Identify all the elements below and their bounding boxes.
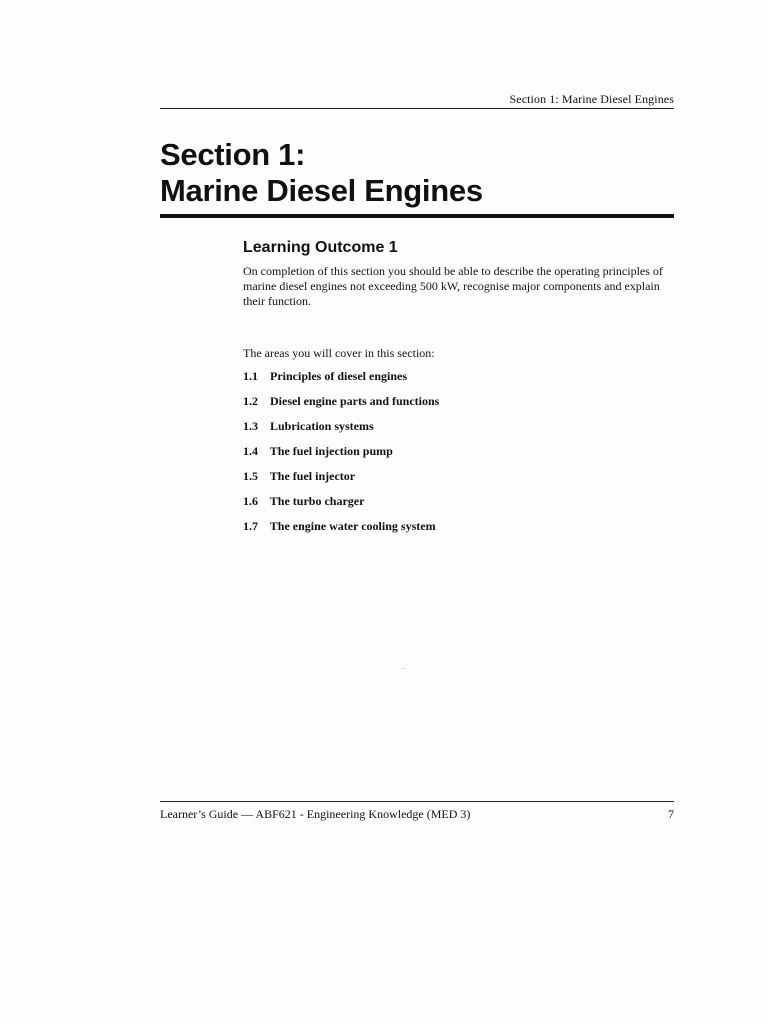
topic-item <box>243 419 674 444</box>
topic-label: The fuel injector <box>269 469 356 483</box>
topic-item <box>243 444 674 469</box>
topic-item <box>243 394 674 419</box>
topic-label: The turbo charger <box>269 494 365 508</box>
section-content <box>243 238 674 544</box>
topic-label: Principles of diesel engines <box>270 369 407 383</box>
topic-item <box>243 369 674 394</box>
topic-number: 1.3 <box>243 419 258 433</box>
topic-number: 1.2 <box>243 394 258 408</box>
footer-rule <box>160 801 674 802</box>
topic-item <box>243 469 674 494</box>
page-number: 7 <box>668 807 674 821</box>
topic-number: 1.7 <box>243 519 258 533</box>
section-title-line-1: Section 1: <box>160 137 306 172</box>
learning-outcome-text: On completion of this section you should be able to describe the operating principles of marine diesel engines not exceeding 500 kW, recognise major components and explain their function. <box>243 264 663 308</box>
topic-list <box>243 369 674 544</box>
topic-label: The fuel injection pump <box>269 444 393 458</box>
topic-label: Lubrication systems <box>270 419 374 433</box>
topic-number: 1.5 <box>243 469 258 483</box>
topic-item <box>243 494 674 519</box>
scan-artifact-mark: .. <box>401 662 405 671</box>
title-rule <box>160 214 674 218</box>
topic-number: 1.6 <box>243 494 258 508</box>
topic-label: The engine water cooling system <box>269 519 436 533</box>
topic-item <box>243 519 674 544</box>
topic-label: Diesel engine parts and functions <box>270 394 440 408</box>
areas-intro: The areas you will cover in this section: <box>243 346 435 360</box>
header-rule <box>160 108 674 109</box>
section-title <box>160 137 483 209</box>
learning-outcome-heading: Learning Outcome 1 <box>243 239 398 256</box>
running-header: Section 1: Marine Diesel Engines <box>509 92 674 106</box>
topic-number: 1.1 <box>243 369 258 383</box>
footer-text: Learner’s Guide — ABF621 - Engineering Knowledge (MED 3) <box>160 807 471 821</box>
section-title-line-2: Marine Diesel Engines <box>160 173 483 208</box>
topic-number: 1.4 <box>243 444 258 458</box>
